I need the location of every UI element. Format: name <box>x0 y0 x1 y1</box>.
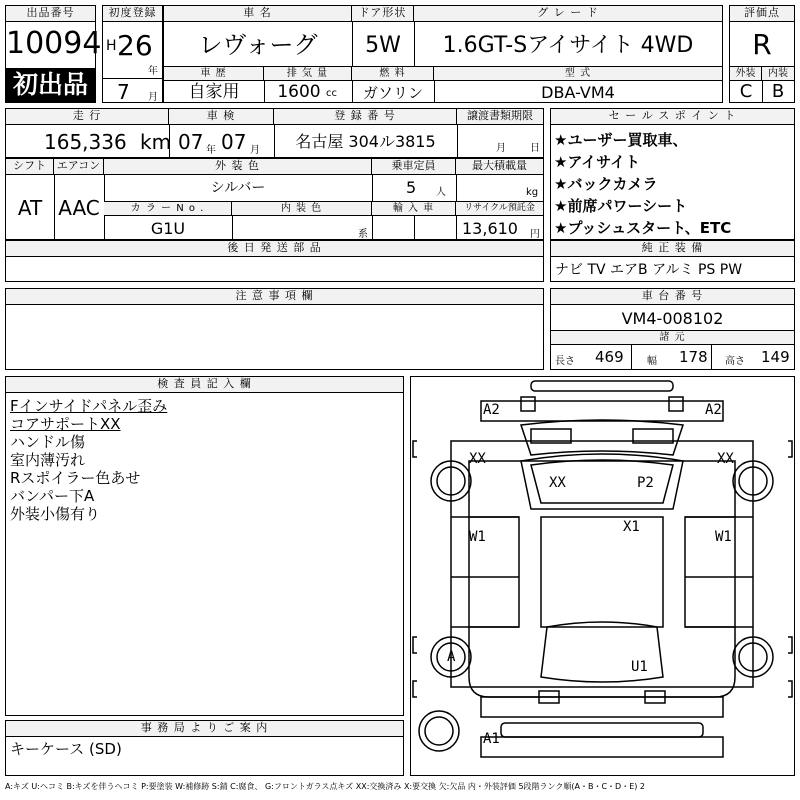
capacity-label: 乗車定員 <box>372 159 456 175</box>
interior-grade: B <box>771 81 785 102</box>
mileage-label: 走 行 <box>6 109 169 125</box>
sales-point-item: ★前席パワーシート <box>554 197 688 215</box>
model-label: 型 式 <box>434 67 722 81</box>
sales-points-box <box>550 108 795 240</box>
ac-label: エアコン <box>54 159 104 175</box>
rear-bumper-strip <box>501 723 703 737</box>
car-body-outline <box>469 461 735 697</box>
interior-color-label: 内 装 色 <box>232 202 372 216</box>
exterior-grade: C <box>739 81 753 102</box>
car-name: レヴォーグ <box>198 31 318 59</box>
load-label: 最大積載量 <box>456 159 543 175</box>
inspection-year-unit: 年 <box>206 145 216 156</box>
load-unit: kg <box>526 187 539 198</box>
inspection-label: 車 検 <box>169 109 274 125</box>
chassis-label: 車 台 番 号 <box>551 289 794 305</box>
dimensions-label: 諸 元 <box>551 331 794 345</box>
plate-value: 名古屋 304ル3815 <box>295 132 436 151</box>
reg-month: 7 <box>117 80 130 104</box>
hood-outline <box>521 420 683 455</box>
year-unit: 年 <box>148 66 158 77</box>
equipment-label: 純 正 装 備 <box>551 241 794 257</box>
history-label: 車 歴 <box>164 67 264 81</box>
office-value: キーケース (SD) <box>10 740 122 758</box>
plate-label: 登 録 番 号 <box>274 109 457 125</box>
width-value: 178 <box>679 348 708 366</box>
recycle-unit: 円 <box>530 229 540 240</box>
inspector-note: コアサポートXX <box>10 415 121 433</box>
shift-value: AT <box>17 196 43 220</box>
notes-box <box>5 288 544 370</box>
shift-label: シフト <box>6 159 54 175</box>
displacement-unit: cc <box>326 88 337 99</box>
inspector-box <box>5 376 404 716</box>
first-reg-box <box>102 5 163 103</box>
transfer-day-unit: 日 <box>530 143 540 154</box>
lot-number-label: 出品番号 <box>6 6 95 22</box>
office-box <box>5 720 404 776</box>
sales-point-item: ★プッシュスタート、ETC <box>554 219 732 237</box>
color-no-value: G1U <box>150 219 186 238</box>
displacement-value: 1600 <box>277 82 321 102</box>
later-parts-label: 後 日 発 送 部 品 <box>6 241 543 257</box>
displacement-label: 排 気 量 <box>264 67 352 81</box>
rear-panel-outline <box>481 697 723 717</box>
sales-points-label: セ ー ル ス ポ イ ン ト <box>551 109 794 125</box>
mark-p2: P2 <box>637 475 654 491</box>
inspector-note: 室内薄汚れ <box>10 451 86 469</box>
inspection-year: 07 <box>178 130 204 154</box>
legend-text: A:キズ U:ヘコミ B:キズを伴うヘコミ P:要塗装 W:補修跡 S:錆 C:腐食、 G:フロントガラス点キズ XX:交換済み X:要交換 欠:欠品 内・外装評価 5段階ランク順(A・B・C・D・E) 2 <box>5 782 646 791</box>
interior-label: 内装 <box>762 67 794 81</box>
fuel-value: ガソリン <box>362 84 423 102</box>
mark-w1-right: W1 <box>715 529 732 545</box>
first-reg-label: 初度登録 <box>103 6 162 22</box>
reg-year: 26 <box>117 29 153 62</box>
mark-xx-fl: XX <box>469 451 486 467</box>
height-value: 149 <box>761 348 790 366</box>
length-value: 469 <box>595 348 624 366</box>
recycle-label: リサイクル預託金 <box>456 202 543 216</box>
door-label: ドア形状 <box>352 6 414 22</box>
exterior-label: 外装 <box>730 67 762 81</box>
equipment-value: ナビ TV エアB アルミ PS PW <box>555 262 743 278</box>
mark-w1-left: W1 <box>469 529 486 545</box>
era: H <box>106 38 117 54</box>
sales-point-item: ★アイサイト <box>554 153 641 171</box>
transfer-month-unit: 月 <box>496 143 506 154</box>
color-label: 外 装 色 <box>104 159 372 175</box>
equipment-box <box>550 240 795 282</box>
score-value: R <box>752 28 772 61</box>
capacity-unit: 人 <box>436 187 446 198</box>
car-diagram-box <box>410 376 795 776</box>
color-value: シルバー <box>210 180 266 196</box>
inspector-note: ハンドル傷 <box>10 433 86 451</box>
mileage-value: 165,336 <box>44 130 127 154</box>
grade-value: 1.6GT-Sアイサイト 4WD <box>442 33 694 58</box>
sales-point-item: ★バックカメラ <box>554 175 658 193</box>
height-label: 高さ <box>725 356 745 367</box>
chassis-box <box>550 288 795 370</box>
inspection-month-unit: 月 <box>250 145 260 156</box>
ac-value: AAC <box>58 196 100 220</box>
color-no-label: カ ラ ー N o . <box>104 202 232 216</box>
door-value: 5W <box>365 33 401 58</box>
chassis-value: VM4-008102 <box>621 309 724 328</box>
length-label: 長さ <box>555 356 575 367</box>
car-info-box <box>163 5 723 103</box>
interior-color-unit: 系 <box>358 229 368 240</box>
mark-a2-left: A2 <box>483 402 500 418</box>
front-bumper-strip <box>531 381 673 391</box>
capacity-value: 5 <box>406 178 417 197</box>
sales-point-item: ★ユーザー買取車、 <box>554 131 688 149</box>
recycle-value: 13,610 <box>462 219 518 238</box>
month-unit: 月 <box>148 92 158 103</box>
model-value: DBA-VM4 <box>541 83 615 102</box>
inspector-label: 検 査 員 記 入 欄 <box>6 377 403 393</box>
first-listing-badge: 初出品 <box>6 68 95 102</box>
mark-xx-hood: XX <box>549 475 566 491</box>
lot-number: 10094 <box>6 26 102 61</box>
inspector-note: Rスポイラー色あせ <box>10 469 141 487</box>
mark-a-tire: A <box>447 649 456 665</box>
import-label: 輸 入 車 <box>372 202 456 216</box>
inspector-note: 外装小傷有り <box>10 505 101 523</box>
fuel-label: 燃 料 <box>352 67 434 81</box>
notes-label: 注 意 事 項 欄 <box>6 289 543 305</box>
score-label: 評価点 <box>730 6 794 22</box>
transfer-label: 譲渡書類期限 <box>457 109 543 125</box>
later-parts-box <box>5 240 544 282</box>
front-panel-outline <box>481 401 723 421</box>
mark-xx-fr: XX <box>717 451 734 467</box>
car-name-label: 車 名 <box>164 6 352 22</box>
mileage-unit: km <box>140 130 172 154</box>
mark-x1: X1 <box>623 519 640 535</box>
history-value: 自家用 <box>188 82 240 102</box>
car-diagram <box>411 377 794 775</box>
inspection-month: 07 <box>221 130 247 154</box>
inspector-note: Fインサイドパネル歪み <box>10 397 168 415</box>
mileage-row <box>5 108 544 158</box>
inspector-note: バンパー下A <box>10 487 95 505</box>
score-box <box>729 5 795 103</box>
mark-u1: U1 <box>631 659 648 675</box>
width-label: 幅 <box>647 356 657 367</box>
office-label: 事 務 局 よ り ご 案 内 <box>6 721 403 737</box>
cabin-outline <box>521 454 683 509</box>
spec-row <box>5 158 544 240</box>
lot-number-box <box>5 5 102 103</box>
mark-a2-right: A2 <box>705 402 722 418</box>
mark-a1: A1 <box>483 731 500 747</box>
grade-label: グ レ ー ド <box>414 6 722 22</box>
